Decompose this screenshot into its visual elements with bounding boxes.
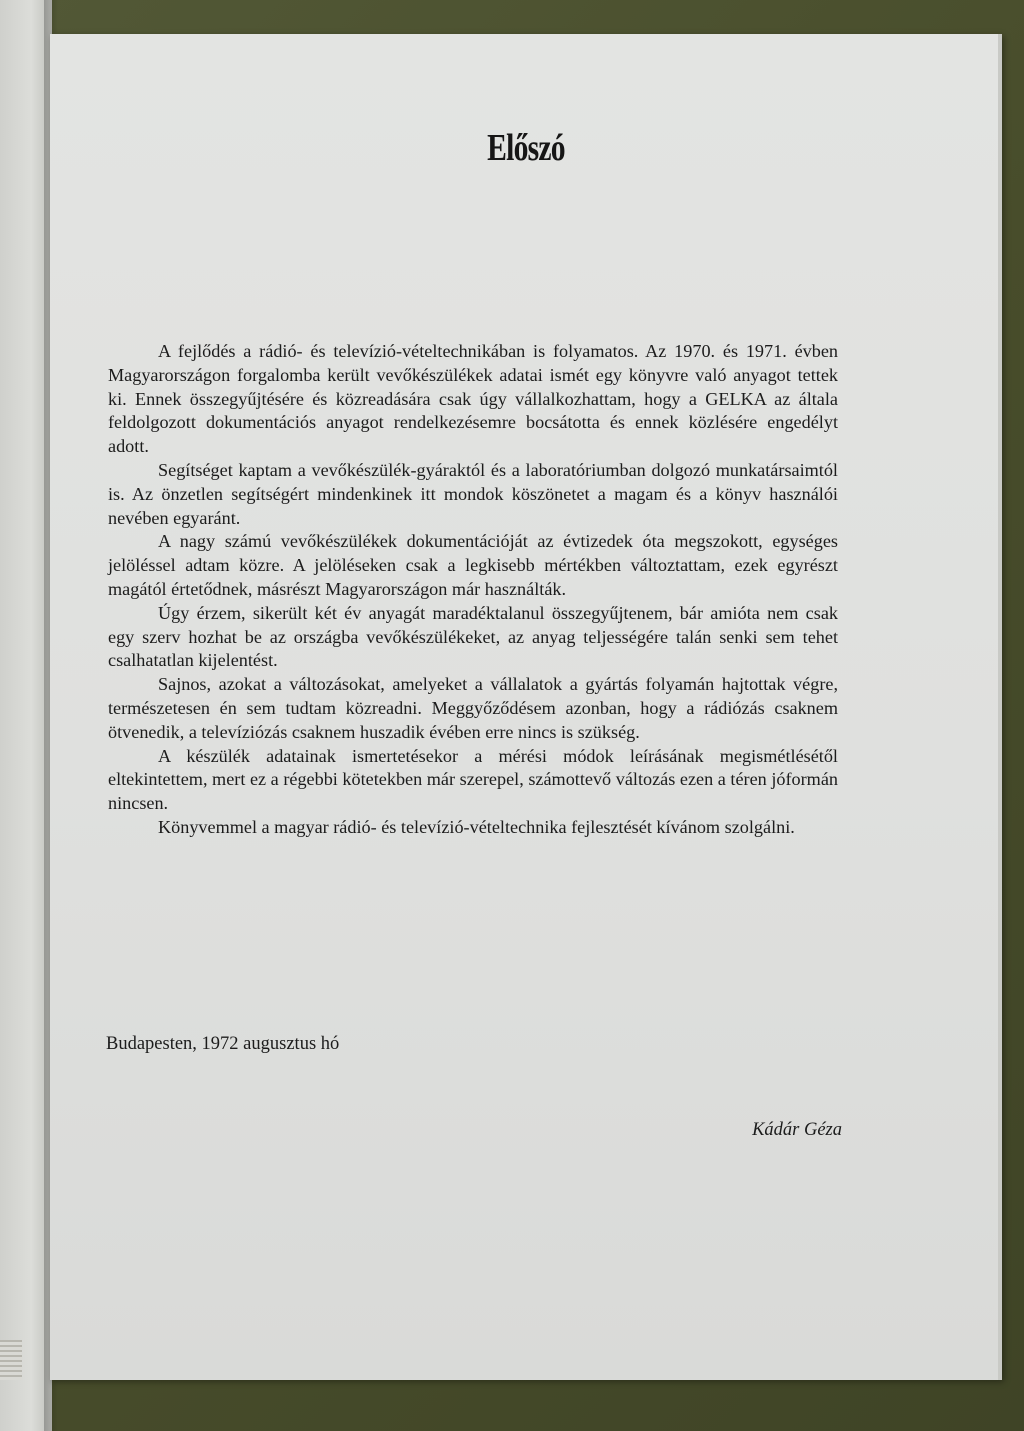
page-right-edge [998,34,1002,1380]
dateline: Budapesten, 1972 augusztus hó [106,1034,340,1054]
paragraph-3: A nagy számú vevőkészülékek dokumentációját az évtizedek óta megszokott, egységes jelöléssel adtam közre. A jelöléseken csak a legkisebb mértékben változtattam, ezek egyrészt magától értetődnek, másrészt Magyarországon már használták. [108,531,838,599]
book-binding-threads [0,1340,22,1380]
paragraph-4: Úgy érzem, sikerült két év anyagát maradéktalanul összegyűjtenem, bár amióta nem csak egy szerv hozhat be az országba vevőkészülékeket, az anyag teljességére talán senki sem tehet csalhatatlan kijelentést. [108,602,838,671]
preface-body [108,340,838,840]
page-title: Előszó [487,127,565,169]
paragraph-1: A fejlődés a rádió- és televízió-vételtechnikában is folyamatos. Az 1970. és 1971. évben Magyarországon forgalomba került vevőkészülékek adatai ismét egy könyvre való anyagot tettek ki. Ennek összegyűjtésére és közreadására csak úgy vállalkozhattam, hogy a GELKA az általa feldolgozott dokumentációs anyagot rendelkezésemre bocsátotta és ennek közlésére engedélyt adott. [108,341,838,457]
book-page [50,34,1002,1380]
paragraph-5: Sajnos, azokat a változásokat, amelyeket a vállalatok a gyártás folyamán hajtottak végre, természetesen én sem tudtam közreadni. Meggyőződésem azonban, hogy a rádiózás csaknem ötvenedik, a televíziózás csaknem huszadik évében erre nincs is szükség. [108,674,838,742]
paragraph-2: Segítséget kaptam a vevőkészülék-gyáraktól és a laboratóriumban dolgozó munkatársaimtól is. Az önzetlen segítségért mindenkinek itt mondok köszönetet a magam és a könyv használói nevében egyaránt. [108,459,838,528]
author-signature: Kádár Géza [752,1120,842,1140]
paragraph-6: A készülék adatainak ismertetésekor a mérési módok leírásának megismétlésétől eltekintettem, mert ez a régebbi kötetekben már szerepel, számottevő változás ezen a téren jóformán nincsen. [108,745,838,814]
paragraph-7: Könyvemmel a magyar rádió- és televízió-vételtechnika fejlesztését kívánom szolgálni. [158,816,795,837]
